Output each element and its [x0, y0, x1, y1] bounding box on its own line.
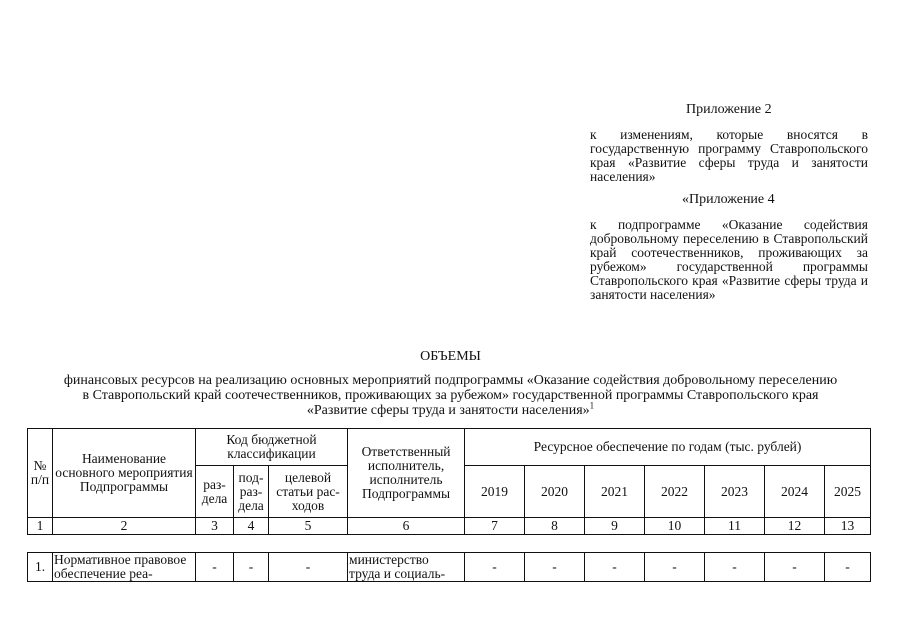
document-title: ОБЪЕМЫ [420, 349, 481, 364]
header-year: 2020 [525, 466, 585, 518]
column-number: 12 [765, 518, 825, 535]
header-section: раз-дела [196, 466, 234, 518]
column-number-row [28, 518, 871, 535]
row-value: - [525, 553, 585, 582]
row-target-item: - [269, 553, 348, 582]
row-value: - [705, 553, 765, 582]
header-executor: Ответственный исполнитель, исполнитель Подпрограммы [348, 429, 465, 518]
appendix-4-title: «Приложение 4 [682, 192, 775, 207]
document-subtitle [0, 373, 901, 418]
row-name: Нормативное правовое обеспечение реа- [53, 553, 196, 582]
header-year: 2022 [645, 466, 705, 518]
column-number: 2 [53, 518, 196, 535]
column-number: 7 [465, 518, 525, 535]
row-value: - [585, 553, 645, 582]
column-number: 9 [585, 518, 645, 535]
table-row [28, 553, 871, 582]
subtitle-line [0, 400, 901, 418]
appendix-2-text: к изменениям, которые вносятся в государственную программу Ставропольского края «Развитие сферы труда и занятости населения» [590, 127, 868, 184]
header-resources: Ресурсное обеспечение по годам (тыс. рублей) [465, 429, 871, 466]
spacer-row [28, 535, 871, 553]
row-subsection: - [234, 553, 269, 582]
column-number: 1 [28, 518, 53, 535]
subtitle-line: в Ставропольский край соотечественников, проживающих за рубежом» государственной программы Ставропольского края [82, 388, 819, 403]
header-year: 2019 [465, 466, 525, 518]
appendix-2-title: Приложение 2 [686, 102, 772, 117]
footnote-mark: 1 [589, 400, 595, 411]
row-value: - [465, 553, 525, 582]
header-year: 2023 [705, 466, 765, 518]
header-subsection: под-раз-дела [234, 466, 269, 518]
row-section: - [196, 553, 234, 582]
row-number: 1. [28, 553, 53, 582]
header-year: 2021 [585, 466, 645, 518]
header-row [28, 429, 871, 466]
appendix-4-text: к подпрограмме «Оказание содействия добровольному переселению в Ставропольский край соотечественников, проживающих за рубежом» государственной программы Ставропольского края «Развитие сферы труда и занятости населения» [590, 217, 868, 302]
row-value: - [825, 553, 871, 582]
subtitle-line-text: «Развитие сферы труда и занятости населения» [306, 403, 590, 418]
row-value: - [765, 553, 825, 582]
header-year: 2025 [825, 466, 871, 518]
column-number: 5 [269, 518, 348, 535]
header-target-item: целевой статьи рас-ходов [269, 466, 348, 518]
column-number: 10 [645, 518, 705, 535]
column-number: 11 [705, 518, 765, 535]
subtitle-line: финансовых ресурсов на реализацию основных мероприятий подпрограммы «Оказание содействия добровольному переселению [63, 373, 838, 388]
row-executor: министерство труда и социаль- [348, 553, 465, 582]
column-number: 8 [525, 518, 585, 535]
row-value: - [645, 553, 705, 582]
header-number: № п/п [28, 429, 53, 518]
column-number: 3 [196, 518, 234, 535]
column-number: 13 [825, 518, 871, 535]
resources-table [27, 428, 871, 582]
header-budget-code: Код бюджетной классификации [196, 429, 348, 466]
column-number: 4 [234, 518, 269, 535]
column-number: 6 [348, 518, 465, 535]
header-name: Наименование основного мероприятия Подпрограммы [53, 429, 196, 518]
header-year: 2024 [765, 466, 825, 518]
